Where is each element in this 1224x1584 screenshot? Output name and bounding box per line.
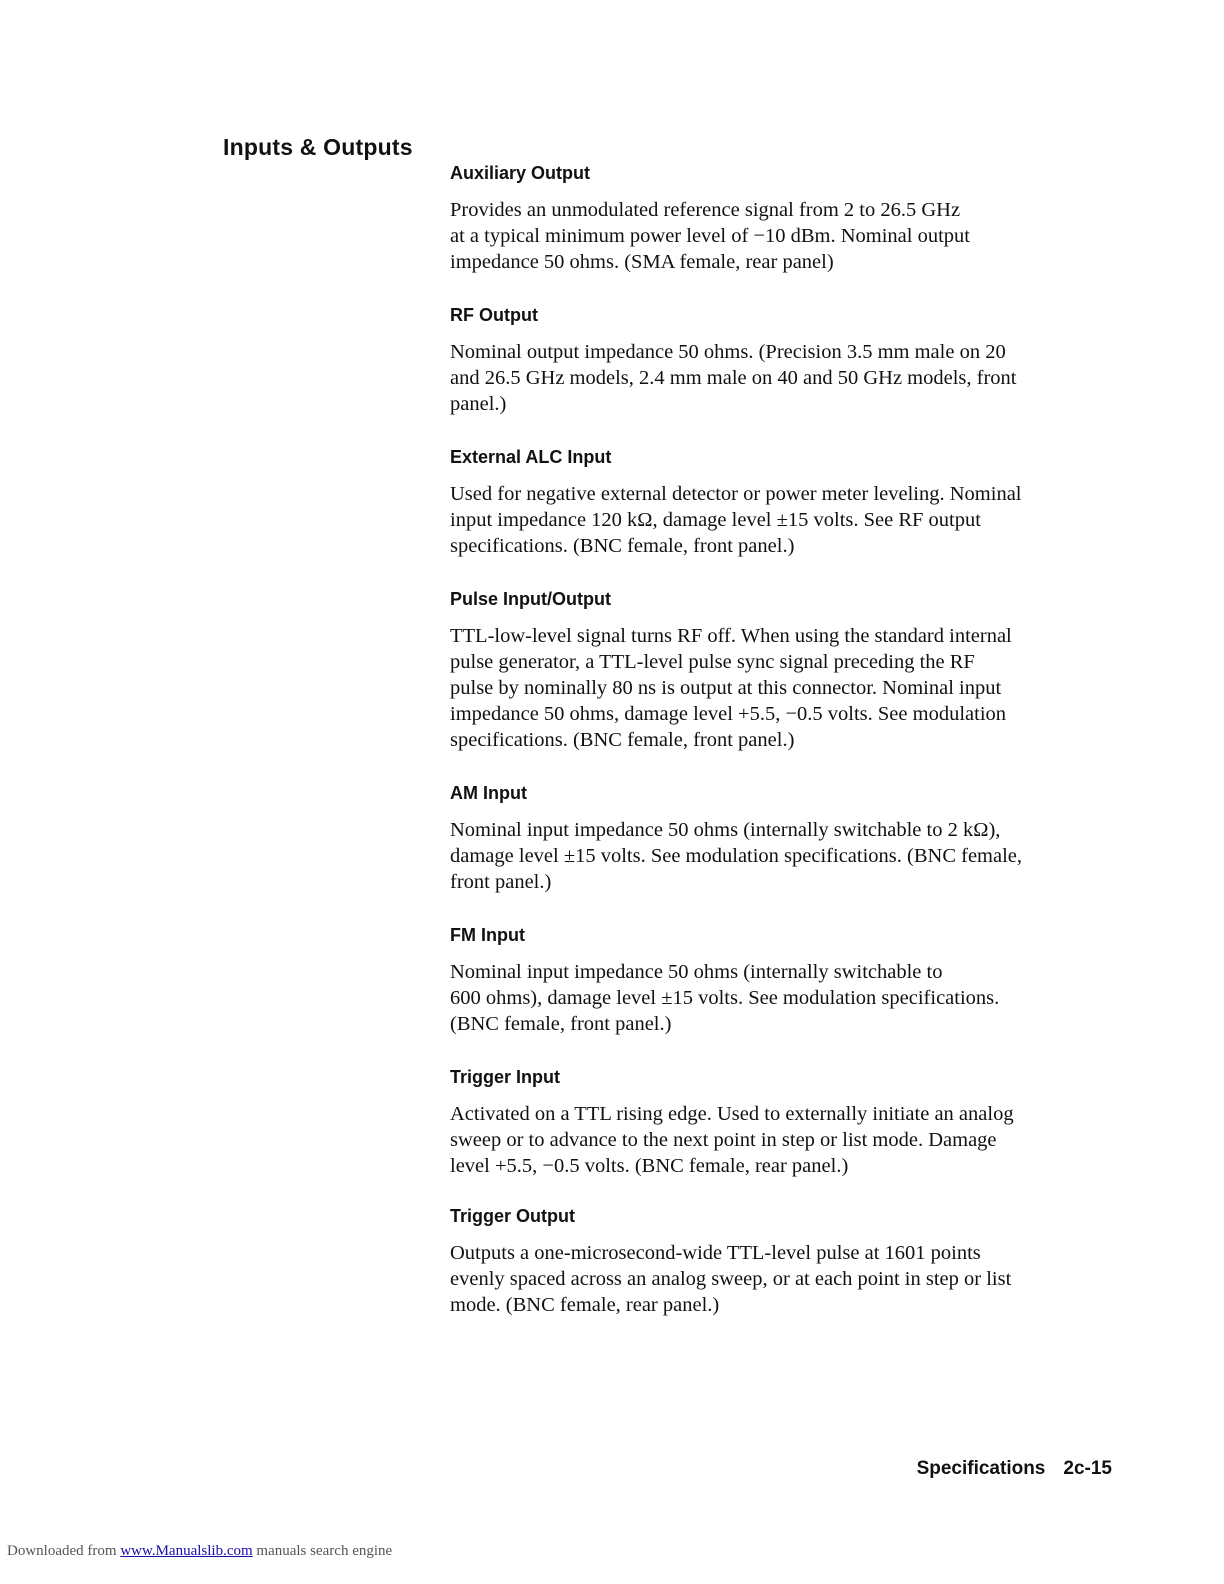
entry-body [450,623,1130,753]
body-line: impedance 50 ohms, damage level +5.5, −0.5 volts. See modulation [450,703,1007,725]
entry-heading: Auxiliary Output [450,163,591,183]
entry-body [450,339,1130,417]
spec-entry-auxiliary-output [450,160,1130,275]
entry-heading: Pulse Input/Output [450,589,611,609]
spec-entry-external-alc-input [450,444,1130,559]
entry-body [450,817,1130,895]
body-line: input impedance 120 kΩ, damage level ±15 volts. See RF output [450,509,981,531]
body-line: impedance 50 ohms. (SMA female, rear panel) [450,251,834,273]
entry-heading: External ALC Input [450,447,612,467]
body-line: (BNC female, front panel.) [450,1013,672,1035]
entry-heading: RF Output [450,305,538,325]
body-line: TTL-low-level signal turns RF off. When using the standard internal [450,625,1012,647]
body-line: pulse by nominally 80 ns is output at this connector. Nominal input [450,677,1002,699]
entry-body [450,481,1130,559]
spec-content [450,160,1130,1318]
body-line: at a typical minimum power level of −10 dBm. Nominal output [450,225,970,247]
body-line: sweep or to advance to the next point in step or list mode. Damage [450,1129,997,1151]
spec-entry-pulse-input-output [450,586,1130,753]
spec-entry-trigger-output [450,1203,1130,1318]
page-number: 2c-15 [1063,1458,1112,1479]
entry-body [450,1240,1130,1318]
body-line: front panel.) [450,871,552,893]
entry-heading: Trigger Input [450,1067,560,1087]
body-line: Nominal input impedance 50 ohms (internally switchable to [450,961,943,983]
spec-entry-am-input [450,780,1130,895]
section-title: Inputs & Outputs [223,134,413,160]
body-line: pulse generator, a TTL-level pulse sync signal preceding the RF [450,651,975,673]
download-note-prefix: Downloaded from [7,1543,121,1559]
entry-body [450,197,1130,275]
body-line: 600 ohms), damage level ±15 volts. See modulation specifications. [450,987,1000,1009]
body-line: damage level ±15 volts. See modulation specifications. (BNC female, [450,845,1023,867]
body-line: specifications. (BNC female, front panel.) [450,535,795,557]
entry-body [450,1101,1130,1179]
body-line: Outputs a one-microsecond-wide TTL-level pulse at 1601 points [450,1242,981,1264]
spec-entry-fm-input [450,922,1130,1037]
page-footer [917,1458,1112,1480]
body-line: and 26.5 GHz models, 2.4 mm male on 40 and 50 GHz models, front [450,367,1017,389]
body-line: specifications. (BNC female, front panel.) [450,729,795,751]
body-line: panel.) [450,393,507,415]
body-line: evenly spaced across an analog sweep, or at each point in step or list [450,1268,1012,1290]
body-line: Nominal output impedance 50 ohms. (Precision 3.5 mm male on 20 [450,341,1006,363]
body-line: level +5.5, −0.5 volts. (BNC female, rear panel.) [450,1155,849,1177]
entry-heading: Trigger Output [450,1206,575,1226]
download-note [7,1543,392,1560]
entry-heading: FM Input [450,925,525,945]
manualslib-link[interactable]: www.Manualslib.com [120,1543,253,1559]
entry-body [450,959,1130,1037]
spec-entry-rf-output [450,302,1130,417]
body-line: Used for negative external detector or power meter leveling. Nominal [450,483,1022,505]
download-note-suffix: manuals search engine [252,1543,393,1559]
body-line: Provides an unmodulated reference signal from 2 to 26.5 GHz [450,199,961,221]
spec-entry-trigger-input [450,1064,1130,1179]
body-line: mode. (BNC female, rear panel.) [450,1294,720,1316]
entry-heading: AM Input [450,783,527,803]
body-line: Activated on a TTL rising edge. Used to externally initiate an analog [450,1103,1014,1125]
footer-chapter: Specifications [916,1458,1046,1479]
body-line: Nominal input impedance 50 ohms (internally switchable to 2 kΩ), [450,819,1001,841]
